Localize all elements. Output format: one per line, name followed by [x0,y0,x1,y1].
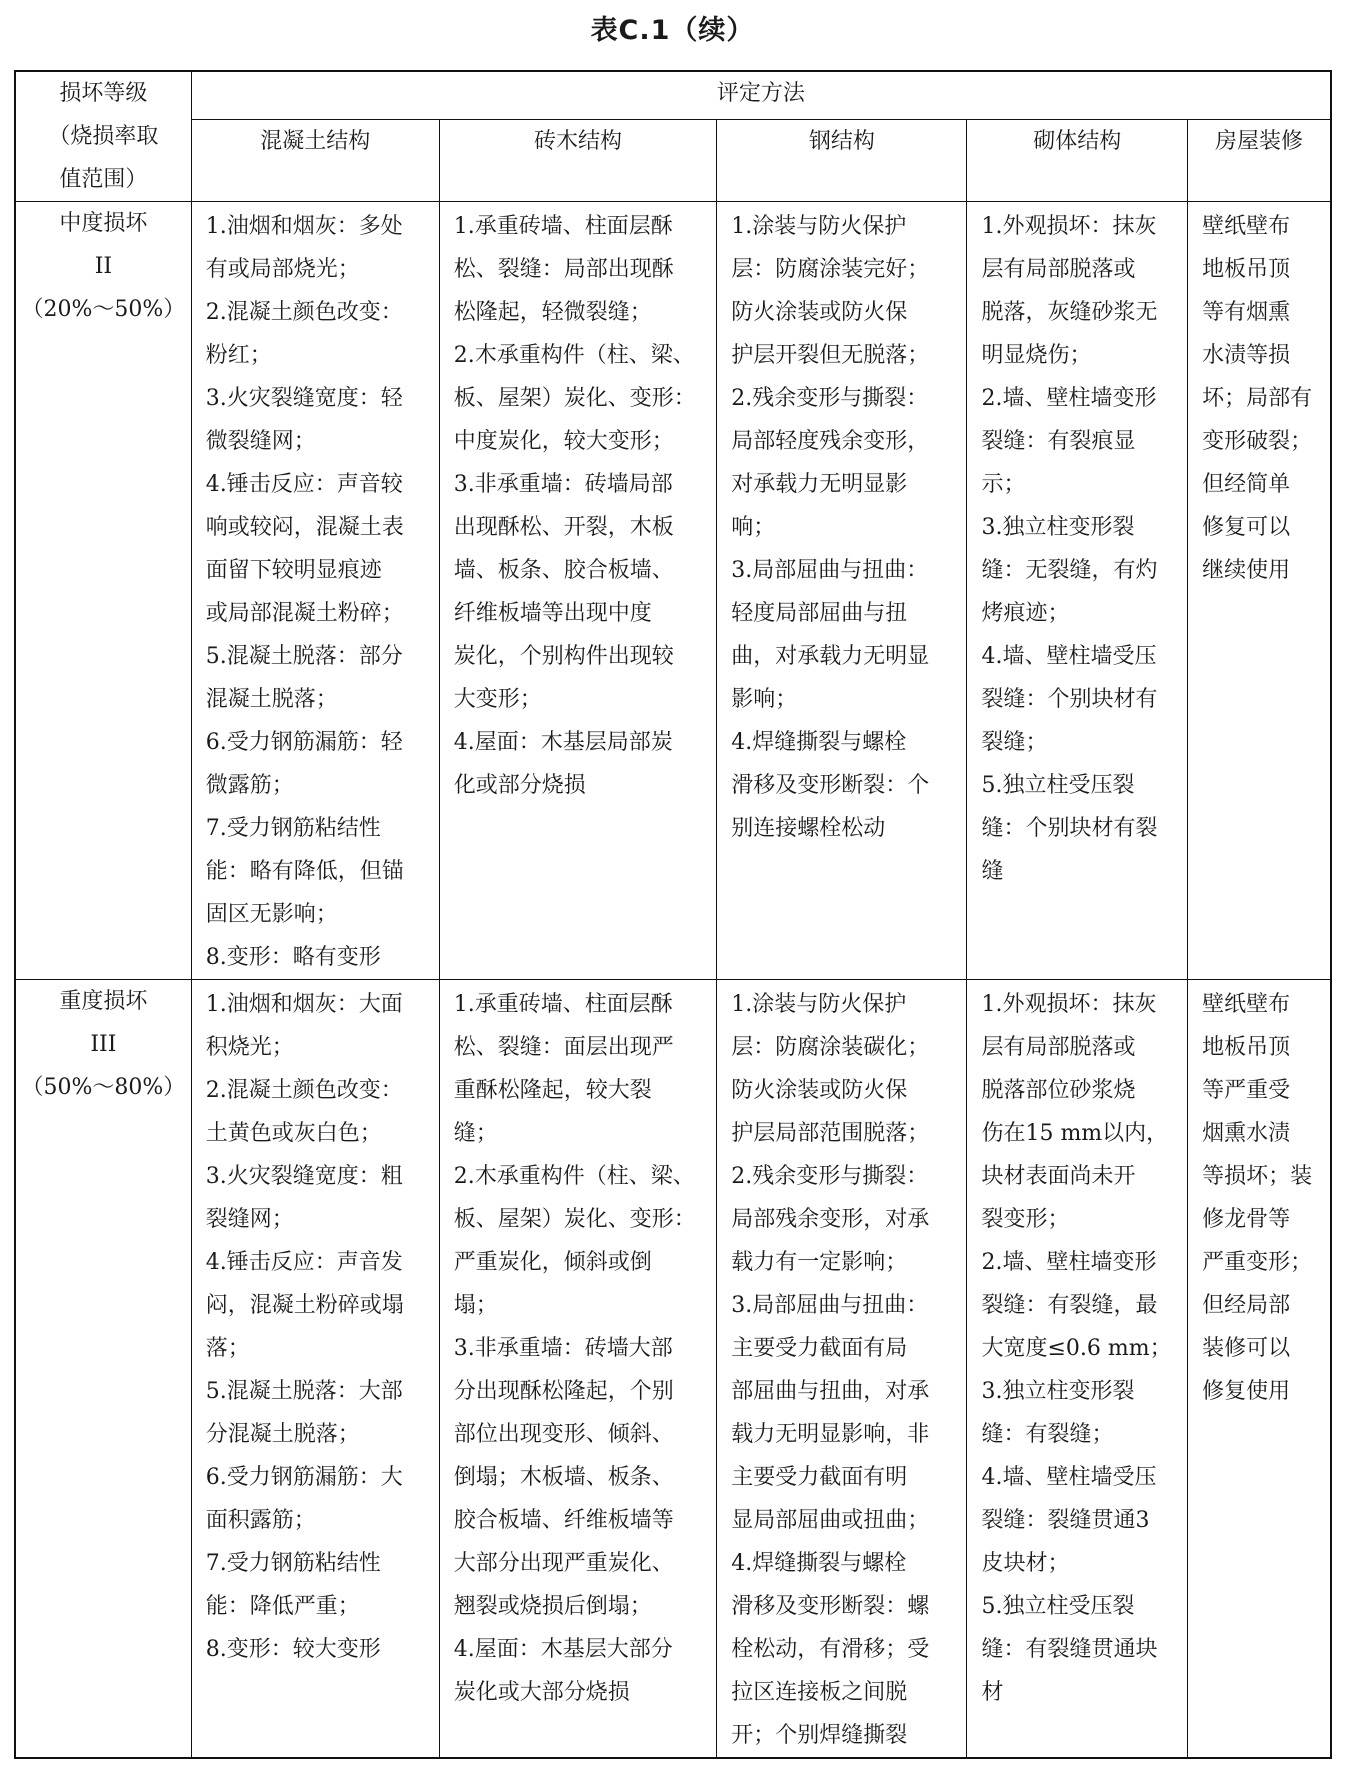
criteria-line: 载力有一定影响； [731,1250,908,1275]
criteria-line: 栓松动，有滑移；受 [731,1637,930,1662]
grade-line: （50%～80%） [21,1075,186,1100]
criteria-line: 脱落部位砂浆烧 [981,1078,1136,1103]
column-header: 砖木结构 [439,120,717,202]
criteria-line: 局部轻度残余变形， [731,429,930,454]
grade-cell [15,202,191,980]
criteria-cell [191,202,439,980]
criteria-line: 1.外观损坏：抹灰 [981,992,1157,1017]
criteria-line: 曲，对承载力无明显 [731,644,930,669]
criteria-line: 板、屋架）炭化、变形： [453,1207,696,1232]
criteria-text [967,980,1187,1714]
criteria-text [717,980,966,1757]
criteria-line: 2.木承重构件（柱、梁、 [453,1164,695,1189]
criteria-line: 3.独立柱变形裂 [981,515,1135,540]
grade-line: 重度损坏 [59,989,148,1014]
criteria-line: 缝：无裂缝，有灼 [981,558,1158,583]
grade-header-line: 值范围） [59,167,148,192]
grade-line: III [90,1032,117,1057]
criteria-line: 固区无影响； [205,902,338,927]
criteria-line: 缝：有裂缝贯通块 [981,1637,1158,1662]
criteria-line: 块材表面尚未开 [981,1164,1136,1189]
criteria-line: 缝：个别块材有裂 [981,816,1158,841]
criteria-line: 3.局部屈曲与扭曲： [731,558,929,583]
criteria-cell [1188,202,1331,980]
criteria-line: 对承载力无明显影 [731,472,908,497]
criteria-line: 层：防腐涂装碳化； [731,1035,930,1060]
criteria-line: 松、裂缝：面层出现严 [453,1035,674,1060]
table-row-severe [15,980,1331,1759]
criteria-line: 4.焊缝撕裂与螺栓 [731,1551,907,1576]
criteria-line: 4.墙、壁柱墙受压 [981,644,1157,669]
criteria-line: 面积露筋； [205,1508,316,1533]
criteria-line: 层有局部脱落或 [981,1035,1136,1060]
criteria-line: 护层局部范围脱落； [731,1121,930,1146]
criteria-line: 严重变形； [1202,1250,1313,1275]
criteria-line: 重酥松隆起，较大裂 [453,1078,652,1103]
criteria-line: 8.变形：较大变形 [205,1637,381,1662]
criteria-line: 伤在15 mm以内， [981,1121,1169,1146]
grade-header-line: （烧损率取 [48,124,159,149]
criteria-line: 响或较闷，混凝土表 [205,515,404,540]
criteria-line: 严重炭化，倾斜或倒 [453,1250,652,1275]
criteria-line: 3.非承重墙：砖墙局部 [453,472,673,497]
column-header: 混凝土结构 [191,120,439,202]
criteria-line: 等有烟熏 [1202,300,1291,325]
criteria-text [967,202,1187,893]
table-title: 表C.1（续） [590,15,755,46]
criteria-line: 混凝土脱落； [205,687,338,712]
criteria-line: 等损坏；装 [1202,1164,1313,1189]
criteria-line: 但经局部 [1202,1293,1291,1318]
criteria-line: 2.残余变形与撕裂： [731,1164,929,1189]
criteria-line: 化或部分烧损 [453,773,586,798]
criteria-line: 落； [205,1336,250,1361]
criteria-line: 2.墙、壁柱墙变形 [981,386,1157,411]
criteria-line: 大变形； [453,687,542,712]
criteria-line: 层有局部脱落或 [981,257,1136,282]
criteria-line: 能：略有降低，但锚 [205,859,404,884]
criteria-line: 分混凝土脱落； [205,1422,360,1447]
grade-header-line: 损坏等级 [59,81,148,106]
criteria-line: 3.火灾裂缝宽度：轻 [205,386,403,411]
criteria-line: 变形破裂； [1202,429,1313,454]
criteria-line: 3.独立柱变形裂 [981,1379,1135,1404]
criteria-line: 大宽度≤0.6 mm； [981,1336,1172,1361]
criteria-line: 主要受力截面有明 [731,1465,908,1490]
criteria-line: 4.锤击反应：声音发 [205,1250,403,1275]
criteria-line: 粉红； [205,343,272,368]
criteria-cell [439,202,717,980]
column-header: 砌体结构 [967,120,1188,202]
criteria-line: 8.变形：略有变形 [205,945,381,970]
criteria-line: 烤痕迹； [981,601,1070,626]
column-header: 房屋装修 [1188,120,1331,202]
table-row-moderate [15,202,1331,980]
criteria-cell [967,980,1188,1759]
criteria-cell [1188,980,1331,1759]
criteria-line: 显局部屈曲或扭曲； [731,1508,930,1533]
criteria-line: 4.墙、壁柱墙受压 [981,1465,1157,1490]
criteria-line: 坏；局部有 [1202,386,1313,411]
criteria-line: 影响； [731,687,798,712]
grade-header-lines [16,72,191,201]
criteria-line: 2.墙、壁柱墙变形 [981,1250,1157,1275]
grade-cell [15,980,191,1759]
criteria-line: 倒塌；木板墙、板条、 [453,1465,674,1490]
criteria-line: 中度炭化，较大变形； [453,429,674,454]
criteria-line: 1.涂装与防火保护 [731,214,907,239]
criteria-line: 裂缝：裂缝贯通3 [981,1508,1150,1533]
criteria-line: 2.残余变形与撕裂： [731,386,929,411]
criteria-line: 裂缝； [981,730,1048,755]
criteria-line: 土黄色或灰白色； [205,1121,382,1146]
criteria-line: 开；个别焊缝撕裂 [731,1723,908,1748]
criteria-line: 烟熏水渍 [1202,1121,1291,1146]
criteria-text [192,980,439,1671]
column-header: 钢结构 [717,120,967,202]
criteria-line: 3.局部屈曲与扭曲： [731,1293,929,1318]
criteria-line: 壁纸壁布 [1202,992,1291,1017]
criteria-line: 闷，混凝土粉碎或塌 [205,1293,404,1318]
criteria-line: 地板吊顶 [1202,257,1291,282]
criteria-line: 4.屋面：木基层大部分 [453,1637,673,1662]
criteria-line: 1.油烟和烟灰：多处 [205,214,403,239]
criteria-line: 轻度局部屈曲与扭 [731,601,908,626]
criteria-line: 6.受力钢筋漏筋：轻 [205,730,403,755]
criteria-line: 微裂缝网； [205,429,316,454]
criteria-cell [439,980,717,1759]
criteria-line: 松隆起，轻微裂缝； [453,300,652,325]
column-header-row [15,120,1331,202]
criteria-line: 局部残余变形，对承 [731,1207,930,1232]
criteria-line: 裂缝网； [205,1207,294,1232]
criteria-cell [717,202,967,980]
criteria-line: 面留下较明显痕迹 [205,558,382,583]
criteria-line: 缝：有裂缝； [981,1422,1114,1447]
criteria-line: 裂缝：有裂缝，最 [981,1293,1158,1318]
criteria-line: 缝 [981,859,1004,884]
criteria-line: 积烧光； [205,1035,294,1060]
criteria-line: 裂变形； [981,1207,1070,1232]
criteria-line: 5.独立柱受压裂 [981,1594,1135,1619]
criteria-line: 1.承重砖墙、柱面层酥 [453,214,673,239]
criteria-line: 3.非承重墙：砖墙大部 [453,1336,673,1361]
criteria-line: 别连接螺栓松动 [731,816,886,841]
criteria-line: 墙、板条、胶合板墙、 [453,558,674,583]
criteria-line: 防火涂装或防火保 [731,1078,908,1103]
method-header: 评定方法 [191,71,1331,120]
damage-assessment-table [14,70,1332,1759]
criteria-line: 响； [731,515,776,540]
criteria-line: 修复使用 [1202,1379,1291,1404]
criteria-line: 或局部混凝土粉碎； [205,601,404,626]
criteria-line: 材 [981,1680,1004,1705]
criteria-line: 板、屋架）炭化、变形： [453,386,696,411]
criteria-line: 5.独立柱受压裂 [981,773,1135,798]
criteria-line: 7.受力钢筋粘结性 [205,1551,381,1576]
criteria-line: 4.焊缝撕裂与螺栓 [731,730,907,755]
criteria-line: 纤维板墙等出现中度 [453,601,652,626]
criteria-line: 胶合板墙、纤维板墙等 [453,1508,674,1533]
criteria-text [440,202,717,807]
criteria-line: 松、裂缝：局部出现酥 [453,257,674,282]
criteria-line: 装修可以 [1202,1336,1291,1361]
criteria-line: 6.受力钢筋漏筋：大 [205,1465,403,1490]
criteria-line: 炭化或大部分烧损 [453,1680,630,1705]
criteria-text [192,202,439,979]
criteria-line: 出现酥松、开裂，木板 [453,515,674,540]
criteria-line: 1.涂装与防火保护 [731,992,907,1017]
criteria-line: 4.锤击反应：声音较 [205,472,403,497]
grade-header [15,71,191,202]
criteria-line: 滑移及变形断裂：个 [731,773,930,798]
criteria-line: 修复可以 [1202,515,1291,540]
grade-line: 中度损坏 [59,211,148,236]
criteria-line: 有或局部烧光； [205,257,360,282]
criteria-cell [191,980,439,1759]
criteria-cell [967,202,1188,980]
grade-line: （20%～50%） [21,297,186,322]
criteria-line: 1.油烟和烟灰：大面 [205,992,403,1017]
criteria-line: 4.屋面：木基层局部炭 [453,730,673,755]
criteria-line: 继续使用 [1202,558,1291,583]
criteria-cell [717,980,967,1759]
criteria-line: 分出现酥松隆起，个别 [453,1379,674,1404]
criteria-line: 2.木承重构件（柱、梁、 [453,343,695,368]
criteria-line: 防火涂装或防火保 [731,300,908,325]
grade-line: II [94,254,113,279]
criteria-line: 皮块材； [981,1551,1070,1576]
criteria-line: 塌； [453,1293,498,1318]
criteria-line: 拉区连接板之间脱 [731,1680,908,1705]
criteria-line: 5.混凝土脱落：部分 [205,644,403,669]
criteria-line: 地板吊顶 [1202,1035,1291,1060]
criteria-line: 脱落，灰缝砂浆无 [981,300,1158,325]
criteria-line: 大部分出现严重炭化、 [453,1551,674,1576]
criteria-line: 能：降低严重； [205,1594,360,1619]
criteria-line: 但经简单 [1202,472,1291,497]
criteria-line: 2.混凝土颜色改变： [205,1078,403,1103]
criteria-text [1188,202,1330,592]
criteria-line: 缝； [453,1121,498,1146]
criteria-line: 修龙骨等 [1202,1207,1291,1232]
criteria-line: 壁纸壁布 [1202,214,1291,239]
criteria-line: 载力无明显影响，非 [731,1422,930,1447]
criteria-line: 3.火灾裂缝宽度：粗 [205,1164,403,1189]
criteria-line: 层：防腐涂装完好； [731,257,930,282]
criteria-line: 1.承重砖墙、柱面层酥 [453,992,673,1017]
criteria-line: 护层开裂但无脱落； [731,343,930,368]
criteria-line: 裂缝：个别块材有 [981,687,1158,712]
criteria-text [440,980,717,1714]
criteria-line: 滑移及变形断裂：螺 [731,1594,930,1619]
criteria-line: 明显烧伤； [981,343,1092,368]
criteria-line: 部屈曲与扭曲，对承 [731,1379,930,1404]
criteria-line: 炭化，个别构件出现较 [453,644,674,669]
criteria-line: 1.外观损坏：抹灰 [981,214,1157,239]
criteria-line: 5.混凝土脱落：大部 [205,1379,403,1404]
criteria-line: 翘裂或烧损后倒塌； [453,1594,652,1619]
criteria-line: 微露筋； [205,773,294,798]
criteria-line: 裂缝：有裂痕显 [981,429,1136,454]
criteria-line: 部位出现变形、倾斜、 [453,1422,674,1447]
criteria-line: 主要受力截面有局 [731,1336,908,1361]
criteria-line: 示； [981,472,1026,497]
criteria-line: 7.受力钢筋粘结性 [205,816,381,841]
criteria-text [717,202,966,850]
criteria-line: 2.混凝土颜色改变： [205,300,403,325]
criteria-line: 水渍等损 [1202,343,1291,368]
criteria-line: 等严重受 [1202,1078,1291,1103]
criteria-text [1188,980,1330,1413]
